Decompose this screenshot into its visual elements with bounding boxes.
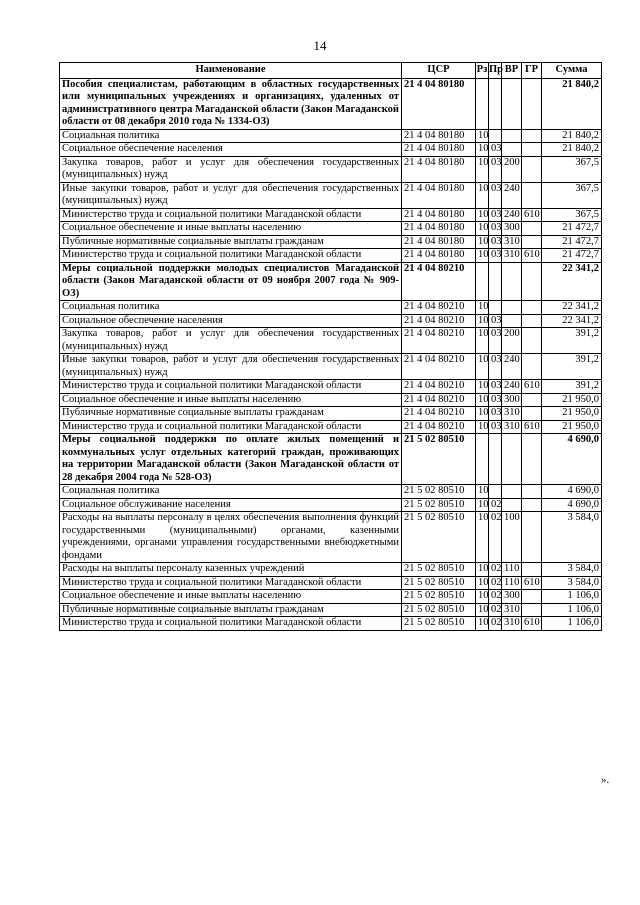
cell-csr: 21 4 04 80210 [402, 354, 476, 380]
cell-gr [522, 262, 542, 301]
cell-pr: 03 [489, 328, 502, 354]
table-row [60, 208, 602, 222]
cell-vr: 310 [502, 617, 522, 631]
cell-csr: 21 5 02 80510 [402, 590, 476, 604]
table-row [60, 603, 602, 617]
cell-gr [522, 563, 542, 577]
cell-csr: 21 5 02 80510 [402, 485, 476, 499]
table-row [60, 235, 602, 249]
cell-name: Иные закупки товаров, работ и услуг для обеспечения государственных (муниципальных) нужд [60, 354, 402, 380]
cell-name: Социальное обеспечение населения [60, 314, 402, 328]
cell-sum: 21 840,2 [542, 129, 602, 143]
cell-rz: 10 [476, 603, 489, 617]
cell-csr: 21 5 02 80510 [402, 434, 476, 485]
table-row [60, 485, 602, 499]
cell-csr: 21 5 02 80510 [402, 617, 476, 631]
section-row [60, 434, 602, 485]
cell-name: Меры социальной поддержки молодых специалистов Магаданской области (Закон Магаданской области от 09 ноября 2007 года № 909-ОЗ) [60, 262, 402, 301]
cell-gr [522, 407, 542, 421]
table-body [60, 78, 602, 630]
cell-sum: 21 472,7 [542, 249, 602, 263]
cell-rz: 10 [476, 498, 489, 512]
cell-pr: 02 [489, 563, 502, 577]
header-name: Наименование [60, 63, 402, 79]
cell-pr: 03 [489, 182, 502, 208]
cell-pr [489, 485, 502, 499]
cell-rz: 10 [476, 301, 489, 315]
cell-sum: 22 341,2 [542, 301, 602, 315]
table-row [60, 380, 602, 394]
cell-vr: 300 [502, 393, 522, 407]
cell-gr [522, 485, 542, 499]
cell-name: Министерство труда и социальной политики Магаданской области [60, 249, 402, 263]
cell-rz: 10 [476, 208, 489, 222]
cell-sum: 3 584,0 [542, 512, 602, 563]
cell-name: Социальное обеспечение и иные выплаты населению [60, 222, 402, 236]
cell-vr: 310 [502, 235, 522, 249]
cell-gr: 610 [522, 420, 542, 434]
cell-pr: 03 [489, 393, 502, 407]
cell-name: Социальное обслуживание населения [60, 498, 402, 512]
cell-vr: 110 [502, 576, 522, 590]
cell-csr: 21 4 04 80180 [402, 182, 476, 208]
cell-gr [522, 512, 542, 563]
cell-csr: 21 4 04 80180 [402, 143, 476, 157]
cell-csr: 21 5 02 80510 [402, 563, 476, 577]
cell-vr: 240 [502, 208, 522, 222]
cell-csr: 21 4 04 80210 [402, 262, 476, 301]
cell-rz: 10 [476, 485, 489, 499]
table-row [60, 563, 602, 577]
table-row [60, 512, 602, 563]
cell-sum: 4 690,0 [542, 485, 602, 499]
cell-vr [502, 262, 522, 301]
cell-sum: 22 341,2 [542, 314, 602, 328]
cell-sum: 22 341,2 [542, 262, 602, 301]
cell-gr [522, 156, 542, 182]
header-csr: ЦСР [402, 63, 476, 79]
cell-pr: 02 [489, 603, 502, 617]
cell-name: Расходы на выплаты персоналу казенных учреждений [60, 563, 402, 577]
cell-gr: 610 [522, 208, 542, 222]
cell-rz [476, 262, 489, 301]
cell-csr: 21 5 02 80510 [402, 576, 476, 590]
cell-name: Иные закупки товаров, работ и услуг для обеспечения государственных (муниципальных) нужд [60, 182, 402, 208]
table-row [60, 617, 602, 631]
header-rz: Рз [476, 63, 489, 79]
cell-csr: 21 4 04 80180 [402, 222, 476, 236]
cell-gr [522, 354, 542, 380]
cell-rz: 10 [476, 129, 489, 143]
cell-vr: 200 [502, 328, 522, 354]
cell-gr [522, 78, 542, 129]
closing-quote: ». [601, 774, 610, 786]
cell-name: Закупка товаров, работ и услуг для обеспечения государственных (муниципальных) нужд [60, 156, 402, 182]
cell-pr: 03 [489, 208, 502, 222]
cell-csr: 21 4 04 80180 [402, 129, 476, 143]
cell-vr [502, 498, 522, 512]
cell-pr: 03 [489, 249, 502, 263]
cell-rz: 10 [476, 235, 489, 249]
cell-csr: 21 4 04 80180 [402, 249, 476, 263]
cell-csr: 21 4 04 80210 [402, 380, 476, 394]
cell-name: Расходы на выплаты персоналу в целях обеспечения выполнения функций государственными (муниципальными) органами, казенными учреждениями, органами управления государственными внебюджетными фондами [60, 512, 402, 563]
cell-vr: 310 [502, 249, 522, 263]
cell-sum: 3 584,0 [542, 563, 602, 577]
cell-gr: 610 [522, 249, 542, 263]
cell-rz: 10 [476, 222, 489, 236]
table-row [60, 129, 602, 143]
cell-vr [502, 129, 522, 143]
cell-sum: 21 840,2 [542, 78, 602, 129]
cell-vr [502, 78, 522, 129]
cell-sum: 391,2 [542, 328, 602, 354]
cell-vr: 240 [502, 354, 522, 380]
cell-pr: 02 [489, 512, 502, 563]
cell-sum: 391,2 [542, 380, 602, 394]
cell-sum: 367,5 [542, 182, 602, 208]
cell-vr [502, 301, 522, 315]
header-gr: ГР [522, 63, 542, 79]
cell-csr: 21 4 04 80210 [402, 407, 476, 421]
cell-gr: 610 [522, 576, 542, 590]
cell-vr: 310 [502, 407, 522, 421]
section-row [60, 262, 602, 301]
cell-pr: 03 [489, 235, 502, 249]
cell-sum: 391,2 [542, 354, 602, 380]
cell-rz: 10 [476, 314, 489, 328]
cell-vr: 310 [502, 420, 522, 434]
cell-gr [522, 393, 542, 407]
table-row [60, 222, 602, 236]
table-row [60, 301, 602, 315]
cell-name: Социальное обеспечение населения [60, 143, 402, 157]
cell-csr: 21 4 04 80210 [402, 420, 476, 434]
cell-name: Социальное обеспечение и иные выплаты населению [60, 393, 402, 407]
cell-csr: 21 4 04 80210 [402, 301, 476, 315]
cell-gr [522, 328, 542, 354]
cell-rz [476, 78, 489, 129]
cell-vr: 310 [502, 603, 522, 617]
table-row [60, 354, 602, 380]
table-row [60, 249, 602, 263]
cell-name: Публичные нормативные социальные выплаты гражданам [60, 603, 402, 617]
cell-vr: 300 [502, 590, 522, 604]
cell-vr [502, 143, 522, 157]
cell-pr: 02 [489, 498, 502, 512]
cell-vr: 110 [502, 563, 522, 577]
cell-pr: 03 [489, 314, 502, 328]
cell-name: Министерство труда и социальной политики Магаданской области [60, 617, 402, 631]
cell-pr: 03 [489, 143, 502, 157]
table-row [60, 156, 602, 182]
cell-csr: 21 4 04 80180 [402, 235, 476, 249]
cell-sum: 21 950,0 [542, 393, 602, 407]
cell-pr [489, 301, 502, 315]
cell-vr: 240 [502, 182, 522, 208]
cell-pr: 03 [489, 407, 502, 421]
cell-gr [522, 222, 542, 236]
cell-vr [502, 434, 522, 485]
cell-name: Министерство труда и социальной политики Магаданской области [60, 576, 402, 590]
cell-name: Социальная политика [60, 129, 402, 143]
header-row [60, 63, 602, 79]
cell-vr: 100 [502, 512, 522, 563]
cell-sum: 367,5 [542, 156, 602, 182]
cell-pr: 03 [489, 420, 502, 434]
cell-sum: 3 584,0 [542, 576, 602, 590]
cell-gr [522, 235, 542, 249]
cell-gr [522, 590, 542, 604]
cell-gr [522, 129, 542, 143]
cell-rz: 10 [476, 143, 489, 157]
table-row [60, 393, 602, 407]
cell-pr: 03 [489, 222, 502, 236]
cell-sum: 367,5 [542, 208, 602, 222]
cell-pr: 03 [489, 156, 502, 182]
table-row [60, 498, 602, 512]
cell-name: Социальное обеспечение и иные выплаты населению [60, 590, 402, 604]
cell-rz: 10 [476, 617, 489, 631]
cell-sum: 1 106,0 [542, 617, 602, 631]
cell-rz [476, 434, 489, 485]
cell-rz: 10 [476, 590, 489, 604]
cell-csr: 21 5 02 80510 [402, 603, 476, 617]
cell-pr: 02 [489, 576, 502, 590]
cell-csr: 21 4 04 80180 [402, 208, 476, 222]
section-row [60, 78, 602, 129]
table-row [60, 420, 602, 434]
cell-rz: 10 [476, 393, 489, 407]
cell-gr [522, 182, 542, 208]
cell-csr: 21 4 04 80180 [402, 156, 476, 182]
cell-name: Министерство труда и социальной политики Магаданской области [60, 208, 402, 222]
cell-gr [522, 498, 542, 512]
cell-gr [522, 603, 542, 617]
header-sum: Сумма [542, 63, 602, 79]
table-row [60, 143, 602, 157]
cell-pr: 03 [489, 354, 502, 380]
cell-rz: 10 [476, 576, 489, 590]
cell-name: Пособия специалистам, работающим в областных государственных или муниципальных учреждениях и организациях, удаленных от административного центра Магаданской области (Закон Магаданской области от 08 декабря 2010 года № 1334-ОЗ) [60, 78, 402, 129]
cell-rz: 10 [476, 420, 489, 434]
cell-rz: 10 [476, 354, 489, 380]
cell-sum: 1 106,0 [542, 590, 602, 604]
cell-sum: 21 472,7 [542, 222, 602, 236]
cell-pr: 02 [489, 617, 502, 631]
cell-vr [502, 314, 522, 328]
cell-gr [522, 314, 542, 328]
cell-gr [522, 434, 542, 485]
cell-gr [522, 301, 542, 315]
cell-vr: 240 [502, 380, 522, 394]
cell-name: Меры социальной поддержки по оплате жилых помещений и коммунальных услуг отдельных категорий граждан, проживающих на территории Магаданской области (Закон Магаданской области от 28 декабря 2004 года № 528-ОЗ) [60, 434, 402, 485]
cell-name: Министерство труда и социальной политики Магаданской области [60, 380, 402, 394]
cell-rz: 10 [476, 249, 489, 263]
header-pr: Пр [489, 63, 502, 79]
cell-pr [489, 129, 502, 143]
cell-pr [489, 78, 502, 129]
cell-vr [502, 485, 522, 499]
cell-gr: 610 [522, 380, 542, 394]
cell-name: Социальная политика [60, 301, 402, 315]
cell-csr: 21 4 04 80210 [402, 393, 476, 407]
cell-rz: 10 [476, 380, 489, 394]
cell-name: Закупка товаров, работ и услуг для обеспечения государственных (муниципальных) нужд [60, 328, 402, 354]
table-row [60, 576, 602, 590]
cell-pr: 03 [489, 380, 502, 394]
cell-sum: 21 950,0 [542, 420, 602, 434]
cell-sum: 4 690,0 [542, 498, 602, 512]
cell-pr [489, 434, 502, 485]
cell-rz: 10 [476, 563, 489, 577]
cell-rz: 10 [476, 182, 489, 208]
cell-csr: 21 5 02 80510 [402, 498, 476, 512]
header-vr: ВР [502, 63, 522, 79]
cell-pr: 02 [489, 590, 502, 604]
cell-name: Социальная политика [60, 485, 402, 499]
cell-rz: 10 [476, 407, 489, 421]
cell-sum: 21 472,7 [542, 235, 602, 249]
page-number: 14 [313, 38, 327, 53]
table-row [60, 407, 602, 421]
table-row [60, 328, 602, 354]
cell-sum: 4 690,0 [542, 434, 602, 485]
cell-rz: 10 [476, 156, 489, 182]
table-row [60, 314, 602, 328]
cell-sum: 21 950,0 [542, 407, 602, 421]
cell-rz: 10 [476, 512, 489, 563]
table-row [60, 182, 602, 208]
cell-csr: 21 4 04 80210 [402, 314, 476, 328]
cell-sum: 21 840,2 [542, 143, 602, 157]
cell-name: Публичные нормативные социальные выплаты гражданам [60, 407, 402, 421]
cell-pr [489, 262, 502, 301]
cell-name: Министерство труда и социальной политики Магаданской области [60, 420, 402, 434]
cell-vr: 300 [502, 222, 522, 236]
cell-sum: 1 106,0 [542, 603, 602, 617]
cell-vr: 200 [502, 156, 522, 182]
cell-csr: 21 5 02 80510 [402, 512, 476, 563]
cell-gr: 610 [522, 617, 542, 631]
budget-table [59, 62, 602, 631]
cell-rz: 10 [476, 328, 489, 354]
cell-csr: 21 4 04 80210 [402, 328, 476, 354]
cell-csr: 21 4 04 80180 [402, 78, 476, 129]
cell-name: Публичные нормативные социальные выплаты гражданам [60, 235, 402, 249]
table-row [60, 590, 602, 604]
cell-gr [522, 143, 542, 157]
